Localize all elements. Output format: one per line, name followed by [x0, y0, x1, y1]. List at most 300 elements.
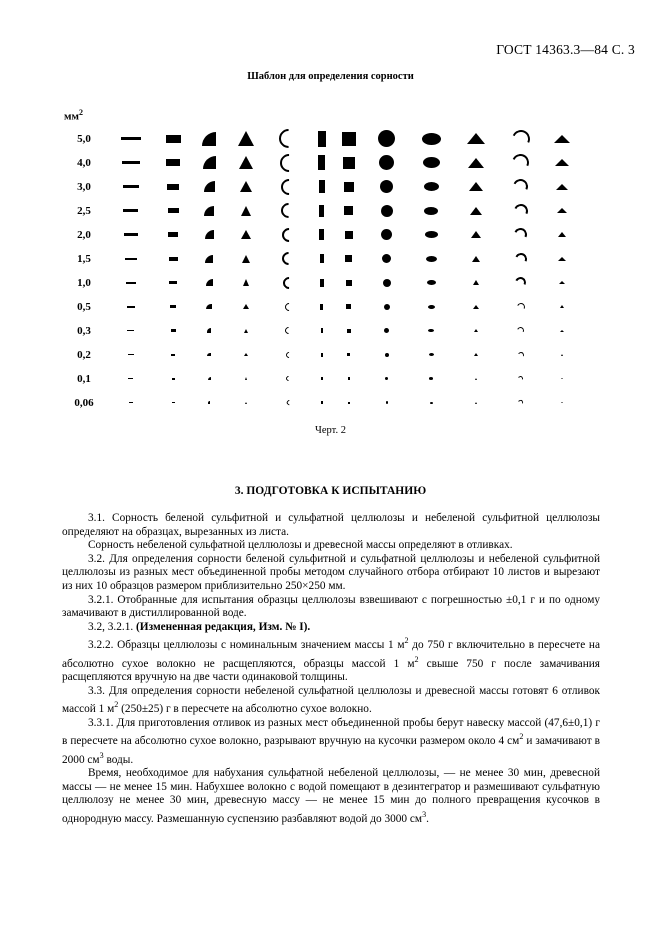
square-shape: [344, 182, 354, 192]
cell-circle: [366, 223, 408, 247]
paragraph-3-3: 3.3. Для определения сорности небеленой сульфатной целлюлозы и древесной массы готовят 6 отливок массой 1 $м^2$ (250±25) г в пересчете на абсолютно сухое волокно.: [62, 684, 600, 716]
cell-ellipse: [408, 175, 455, 199]
cell-small-triangle: [543, 271, 582, 295]
cell-square: [332, 343, 366, 367]
cell-square: [332, 199, 366, 223]
cell-rect: [155, 127, 192, 151]
cell-triangle: [226, 319, 265, 343]
cell-circle: [366, 319, 408, 343]
square-shape: [347, 329, 351, 333]
square-shape: [343, 157, 355, 169]
cell-quarter: [192, 151, 226, 175]
square-shape: [348, 402, 350, 404]
circle-shape: [383, 279, 391, 287]
cell-circle: [366, 175, 408, 199]
cell-quarter: [192, 223, 226, 247]
bar-shape: [318, 131, 326, 147]
cell-triangle: [226, 367, 265, 391]
sorting-template-chart: [62, 108, 602, 415]
small-triangle-shape: [559, 281, 565, 284]
page-number: С. 3: [611, 42, 635, 57]
cell-hook: [499, 151, 543, 175]
cell-arc: [265, 199, 312, 223]
cell-line: [106, 295, 155, 319]
cell-square: [332, 151, 366, 175]
triangle-shape: [239, 156, 253, 169]
unit-text: мм: [64, 110, 79, 123]
cell-hook: [499, 391, 543, 415]
row-label: 2,5: [77, 204, 91, 217]
cell-triangle: [226, 295, 265, 319]
bar-shape: [318, 155, 325, 170]
cell-triangle: [226, 247, 265, 271]
cell-hook: [499, 295, 543, 319]
square-shape: [346, 304, 351, 309]
ellipse-shape: [425, 231, 438, 238]
small-triangle-shape: [561, 354, 563, 356]
ellipse-shape: [429, 377, 433, 380]
cell-rect: [155, 199, 192, 223]
quarter-shape: [206, 304, 212, 310]
figure-caption: Черт. 2: [315, 425, 346, 436]
cell-quarter: [192, 367, 226, 391]
hook-shape: [511, 177, 530, 196]
cell-square: [332, 295, 366, 319]
cell-triangle2: [454, 127, 498, 151]
cell-line: [106, 223, 155, 247]
cell-rect: [155, 391, 192, 415]
circle-shape: [385, 377, 388, 380]
triangle-shape: [241, 230, 251, 239]
cell-ellipse: [408, 343, 455, 367]
paragraph-3-3-1: 3.3.1. Для приготовления отливок из разных мест объединенной пробы берут навеску массой (47,6±0,1) г в пересчете на абсолютно сухое волокно, разрывают вручную на кусочки размером около 4 $см^2$ и замачивают в 2000 $см^3$ воды.: [62, 716, 600, 766]
cell-circle: [366, 391, 408, 415]
rect-shape: [166, 159, 180, 166]
arc-shape: [283, 301, 294, 312]
table-row: [62, 391, 582, 415]
figure-title: Шаблон для определения сорности: [247, 71, 414, 82]
triangle2-shape: [470, 207, 482, 215]
triangle-shape: [245, 402, 247, 404]
hook-shape: [517, 375, 523, 381]
bar-shape: [321, 353, 323, 357]
cell-rect: [155, 175, 192, 199]
row-label: 0,1: [77, 372, 91, 385]
cell-triangle2: [454, 271, 498, 295]
row-label: 0,3: [77, 324, 91, 337]
row-label: 0,06: [74, 396, 94, 409]
cell-triangle: [226, 343, 265, 367]
line-shape: [122, 161, 140, 164]
bar-shape: [320, 254, 324, 263]
cell-line: [106, 247, 155, 271]
cell-small-triangle: [543, 247, 582, 271]
bar-shape: [319, 229, 324, 240]
cell-circle: [366, 295, 408, 319]
ellipse-shape: [424, 182, 439, 191]
table-row: [62, 247, 582, 271]
rect-shape: [171, 329, 176, 332]
paragraph-3-2-1: 3.2.1. Отобранные для испытания образцы целлюлозы взвешивают с погрешностью ±0,1 г и по одному замачивают в дистиллированной воде.: [62, 593, 600, 620]
quarter-shape: [204, 206, 214, 216]
small-triangle-shape: [557, 208, 567, 213]
cell-bar: [312, 367, 332, 391]
arc-shape: [278, 200, 299, 221]
circle-shape: [382, 254, 391, 263]
triangle-shape: [243, 279, 249, 286]
arc-shape: [284, 326, 294, 336]
cell-bar: [312, 175, 332, 199]
cell-hook: [499, 271, 543, 295]
quarter-shape: [205, 255, 213, 263]
section-heading: 3. ПОДГОТОВКА К ИСПЫТАНИЮ: [234, 485, 427, 497]
ellipse-shape: [428, 329, 434, 333]
cell-triangle2: [454, 151, 498, 175]
cell-small-triangle: [543, 367, 582, 391]
cell-arc: [265, 271, 312, 295]
cell-arc: [265, 391, 312, 415]
rect-shape: [166, 135, 181, 143]
table-row: [62, 127, 582, 151]
cell-square: [332, 271, 366, 295]
arc-shape: [280, 274, 297, 291]
table-row: [62, 151, 582, 175]
cell-bar: [312, 151, 332, 175]
cell-circle: [366, 271, 408, 295]
cell-ellipse: [408, 367, 455, 391]
line-shape: [126, 282, 136, 284]
arc-shape: [277, 175, 300, 198]
cell-square: [332, 391, 366, 415]
cell-line: [106, 367, 155, 391]
cell-small-triangle: [543, 175, 582, 199]
cell-small-triangle: [543, 319, 582, 343]
cell-ellipse: [408, 319, 455, 343]
ellipse-shape: [422, 133, 441, 145]
paragraph-sornost-nebelenoy: Сорность небеленой сульфатной целлюлозы и древесной массы определяют в отливках.: [88, 539, 513, 552]
cell-line: [106, 199, 155, 223]
cell-square: [332, 247, 366, 271]
cell-line: [106, 271, 155, 295]
rect-shape: [171, 354, 175, 356]
cell-ellipse: [408, 295, 455, 319]
bar-shape: [321, 401, 323, 404]
cell-triangle: [226, 151, 265, 175]
triangle2-shape: [473, 280, 479, 285]
cell-triangle2: [454, 367, 498, 391]
arc-shape: [276, 150, 301, 175]
quarter-shape: [208, 401, 211, 404]
cell-line: [106, 319, 155, 343]
line-shape: [128, 378, 133, 379]
quarter-shape: [208, 377, 211, 380]
triangle2-shape: [468, 158, 484, 168]
ellipse-shape: [424, 207, 438, 215]
cell-bar: [312, 199, 332, 223]
template-grid: [62, 127, 582, 415]
cell-triangle2: [454, 223, 498, 247]
circle-shape: [384, 328, 389, 333]
table-row: [62, 295, 582, 319]
cell-hook: [499, 319, 543, 343]
square-shape: [342, 132, 356, 146]
triangle2-shape: [467, 133, 485, 144]
rect-shape: [168, 208, 179, 214]
cell-line: [106, 175, 155, 199]
triangle-shape: [241, 206, 251, 216]
bar-shape: [319, 180, 325, 193]
triangle-shape: [240, 181, 252, 192]
circle-shape: [385, 353, 389, 357]
cell-quarter: [192, 391, 226, 415]
cell-bar: [312, 247, 332, 271]
cell-arc: [265, 127, 312, 151]
triangle2-shape: [474, 329, 478, 332]
paragraph-izmenennaya-redakciya: 3.2, 3.2.1. (Измененная редакция, Изм. № I).: [88, 620, 311, 633]
cell-line: [106, 343, 155, 367]
cell-hook: [499, 343, 543, 367]
circle-shape: [381, 205, 393, 217]
cell-triangle2: [454, 247, 498, 271]
cell-bar: [312, 127, 332, 151]
cell-ellipse: [408, 151, 455, 175]
cell-square: [332, 175, 366, 199]
square-shape: [348, 377, 351, 380]
rect-shape: [168, 232, 178, 237]
cell-ellipse: [408, 391, 455, 415]
triangle2-shape: [475, 402, 477, 404]
cell-triangle2: [454, 391, 498, 415]
standard-number: ГОСТ 14363.3—84: [496, 42, 609, 57]
square-shape: [347, 353, 350, 356]
cell-triangle2: [454, 343, 498, 367]
cell-triangle2: [454, 319, 498, 343]
cell-quarter: [192, 271, 226, 295]
cell-quarter: [192, 343, 226, 367]
triangle2-shape: [473, 305, 479, 309]
cell-hook: [499, 127, 543, 151]
cell-ellipse: [408, 271, 455, 295]
cell-arc: [265, 295, 312, 319]
line-shape: [128, 354, 134, 356]
ellipse-shape: [427, 280, 436, 285]
ellipse-shape: [423, 157, 440, 168]
cell-ellipse: [408, 247, 455, 271]
cell-rect: [155, 151, 192, 175]
cell-hook: [499, 199, 543, 223]
cell-quarter: [192, 127, 226, 151]
circle-shape: [384, 304, 390, 310]
paragraph-3-2-2: 3.2.2. Образцы целлюлозы с номинальным значением массы 1 $м^2$ до 750 г включительно в пересчете на абсолютно сухое волокно не расщепляются, образцы массой 1 $м^2$ свыше 750 г после замачивания расщепляются вручную на две части одинаковой толщины.: [62, 636, 600, 684]
triangle-shape: [242, 255, 250, 263]
line-shape: [123, 209, 138, 212]
body-text: [62, 512, 600, 826]
hook-shape: [518, 400, 524, 406]
line-shape: [124, 233, 138, 236]
cell-triangle: [226, 391, 265, 415]
table-row: [62, 319, 582, 343]
triangle2-shape: [471, 231, 481, 238]
cell-ellipse: [408, 199, 455, 223]
cell-small-triangle: [543, 199, 582, 223]
cell-rect: [155, 223, 192, 247]
square-shape: [346, 280, 352, 286]
cell-quarter: [192, 247, 226, 271]
quarter-shape: [207, 328, 212, 333]
cell-circle: [366, 127, 408, 151]
hook-shape: [515, 302, 525, 312]
row-label: 1,5: [77, 252, 91, 265]
rect-shape: [170, 305, 176, 308]
small-triangle-shape: [558, 232, 566, 237]
cell-bar: [312, 343, 332, 367]
cell-hook: [499, 223, 543, 247]
arc-shape: [275, 125, 302, 152]
bar-shape: [319, 205, 324, 217]
table-row: [62, 367, 582, 391]
paragraph-3-1: 3.1. Сорность беленой сульфитной и сульфатной целлюлозы и небеленой сульфитной целлюлозы определяют на образцах, вырезанных из листа.: [62, 512, 600, 538]
cell-small-triangle: [543, 223, 582, 247]
hook-shape: [512, 226, 529, 243]
circle-shape: [381, 229, 392, 240]
bar-shape: [320, 279, 324, 287]
arc-shape: [280, 249, 298, 267]
circle-shape: [380, 180, 393, 193]
cell-rect: [155, 343, 192, 367]
cell-hook: [499, 367, 543, 391]
triangle2-shape: [474, 353, 478, 356]
cell-quarter: [192, 175, 226, 199]
hook-shape: [514, 276, 528, 290]
row-label: 0,2: [77, 348, 91, 361]
cell-ellipse: [408, 127, 455, 151]
cell-arc: [265, 247, 312, 271]
small-triangle-shape: [560, 330, 564, 332]
hook-shape: [513, 251, 528, 266]
triangle-shape: [244, 329, 248, 333]
small-triangle-shape: [554, 135, 570, 143]
triangle-shape: [245, 377, 247, 380]
cell-circle: [366, 247, 408, 271]
paragraph-3-2: 3.2. Для определения сорности беленой сульфитной и сульфатной целлюлозы и небеленой сульфитной целлюлозы из разных мест объединенной пробы методом случайного отбора отбирают 10 листов и вырезают из них 10 образцов размером приблизительно 250×250 мм.: [62, 552, 600, 592]
quarter-shape: [204, 181, 215, 192]
square-shape: [345, 231, 353, 239]
cell-arc: [265, 151, 312, 175]
cell-bar: [312, 295, 332, 319]
cell-line: [106, 151, 155, 175]
rect-shape: [169, 257, 178, 261]
row-label: 4,0: [77, 156, 91, 169]
cell-triangle: [226, 127, 265, 151]
line-shape: [127, 306, 135, 308]
cell-arc: [265, 175, 312, 199]
hook-shape: [517, 351, 525, 359]
row-label: 5,0: [77, 132, 91, 145]
cell-line: [106, 391, 155, 415]
cell-circle: [366, 151, 408, 175]
page-header: [496, 42, 635, 58]
rect-shape: [169, 281, 177, 285]
unit-label: [62, 108, 602, 123]
small-triangle-shape: [561, 378, 563, 379]
row-label: 2,0: [77, 228, 91, 241]
triangle-shape: [243, 304, 249, 309]
small-triangle-shape: [555, 159, 569, 166]
cell-triangle: [226, 223, 265, 247]
cell-rect: [155, 247, 192, 271]
cell-ellipse: [408, 223, 455, 247]
hook-shape: [510, 152, 532, 174]
cell-line: [106, 127, 155, 151]
cell-triangle: [226, 271, 265, 295]
cell-triangle: [226, 175, 265, 199]
cell-arc: [265, 367, 312, 391]
cell-rect: [155, 295, 192, 319]
cell-quarter: [192, 199, 226, 223]
quarter-shape: [202, 132, 216, 146]
cell-square: [332, 223, 366, 247]
bar-shape: [321, 377, 323, 380]
table-row: [62, 271, 582, 295]
unit-superscript: 2: [79, 108, 83, 117]
bar-shape: [321, 328, 324, 333]
cell-bar: [312, 391, 332, 415]
cell-square: [332, 319, 366, 343]
triangle-shape: [238, 131, 254, 146]
cell-circle: [366, 367, 408, 391]
cell-circle: [366, 343, 408, 367]
cell-hook: [499, 175, 543, 199]
table-row: [62, 175, 582, 199]
line-shape: [127, 330, 134, 332]
rect-shape: [167, 184, 179, 190]
line-shape: [129, 402, 133, 403]
hook-shape: [512, 202, 530, 220]
small-triangle-shape: [556, 184, 568, 190]
ellipse-shape: [430, 402, 433, 404]
hook-shape: [509, 127, 532, 150]
cell-arc: [265, 343, 312, 367]
cell-triangle2: [454, 199, 498, 223]
cell-circle: [366, 199, 408, 223]
arc-shape: [286, 399, 292, 405]
small-triangle-shape: [558, 257, 566, 261]
cell-triangle: [226, 199, 265, 223]
cell-arc: [265, 223, 312, 247]
quarter-shape: [203, 156, 216, 169]
cell-small-triangle: [543, 391, 582, 415]
circle-shape: [378, 130, 395, 147]
small-triangle-shape: [560, 305, 564, 308]
table-row: [62, 223, 582, 247]
cell-small-triangle: [543, 151, 582, 175]
table-row: [62, 199, 582, 223]
quarter-shape: [205, 230, 214, 239]
triangle-shape: [244, 353, 248, 356]
cell-triangle2: [454, 175, 498, 199]
line-shape: [125, 258, 137, 260]
cell-square: [332, 367, 366, 391]
arc-shape: [285, 350, 293, 358]
paragraph-vremya: Время, необходимое для набухания сульфатной небеленой целлюлозы, — не менее 30 мин, древесной массы — не менее 15 мин. Набухшее волокно с водой помещают в дезинтегратор и размешивают сульфатную целлюлозу не менее 30 мин, древесную массу — не менее 15 мин до полного превращения кусочков в однородную массу. Размешанную суспензию разбавляют водой до 3000 $см^3$.: [62, 766, 600, 825]
arc-shape: [279, 225, 299, 245]
cell-small-triangle: [543, 127, 582, 151]
rect-shape: [172, 378, 175, 380]
ellipse-shape: [429, 353, 434, 356]
line-shape: [121, 137, 141, 140]
cell-rect: [155, 367, 192, 391]
ellipse-shape: [428, 305, 435, 309]
